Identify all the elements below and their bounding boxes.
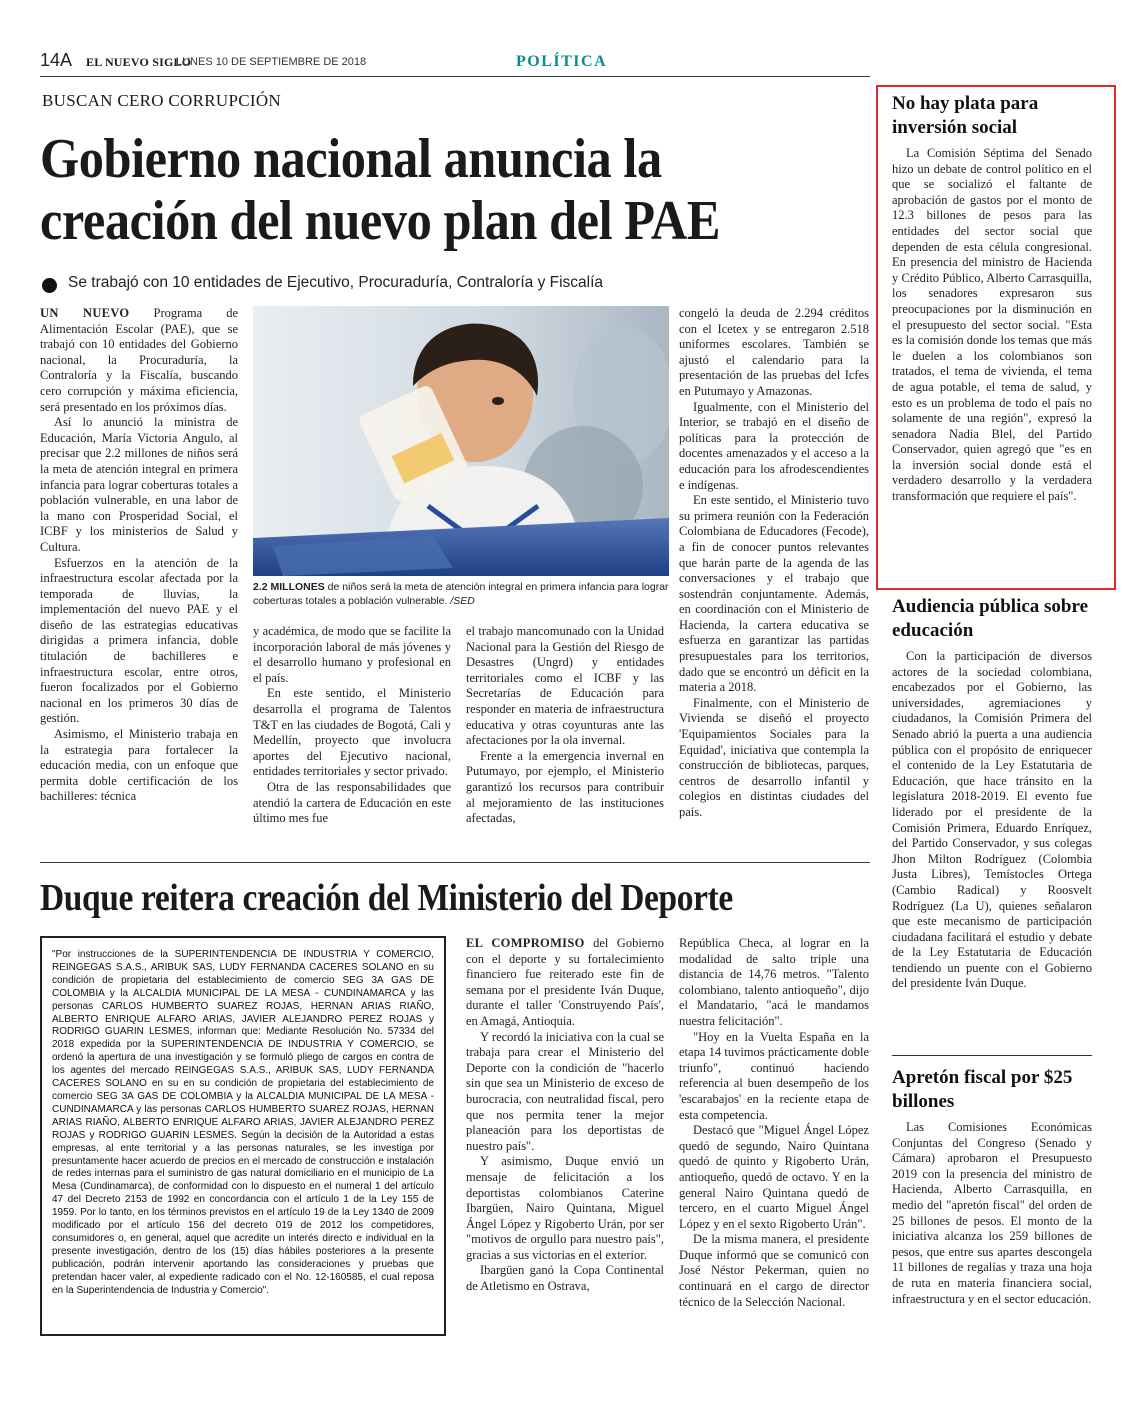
second-article-column-1: EL COMPROMISO del Gobierno con el deporte y su fortalecimiento financiero fue reiterado este fin de semana por el presidente Iván Duque, durante el taller 'Construyendo País', en Amagá, Antioquia. Y recordó la iniciativa con la cual se trabaja para crear el Ministerio del Deporte con la condición de "hacerlo sin que sea un Ministerio de exceso de burocracia, con neutralidad fiscal, pero que nos permita tener la mejor planeación para los deportistas de nuestro país". Y asimismo, Duque envió un mensaje de felicitación a los deportistas colombianos Caterine Ibargüen, Nairo Quintana, Miguel Ángel López y Rigoberto Urán, por ser "motivos de orgullo para nuestro país", gracias a sus victorias en el exterior. Ibargüen ganó la Copa Continental de Atletismo en Ostrava, [466,936,664,1294]
article-column-2: y académica, de modo que se facilite la incorporación laboral de más jóvenes y el desarrollo humano y profesional en el país. En este sentido, el Ministerio desarrolla el programa de Talentos T&T en las ciudades de Bogotá, Cali y Medellín, proyecto que involucra aportes del Ejecutivo nacional, entidades territoriales y sector privado. Otra de las responsabilidades que atendió la cartera de Educación en este último mes fue [253,624,451,826]
legal-notice-box [40,936,446,1336]
second-headline: Duque reitera creación del Ministerio del Deporte [40,877,733,919]
photo-caption: 2.2 MILLONES de niños será la meta de atención integral en primera infancia para lograr coberturas totales a población vulnerable. /SED [253,581,669,607]
article-kicker: BUSCAN CERO CORRUPCIÓN [42,91,281,110]
lead-in: UN NUEVO [40,306,130,320]
article-subheadline: Se trabajó con 10 entidades de Ejecutivo, Procuraduría, Contraloría y Fiscalía [68,274,604,291]
section-label: POLÍTICA [516,53,608,70]
section-rule [40,862,870,863]
publication-date: LUNES 10 DE SEPTIEMBRE DE 2018 [176,56,367,68]
publication-name: EL NUEVO SIGLO [86,55,192,69]
sidebar-story-1: No hay plata para inversión social La Comisión Séptima del Senado hizo un debate de control político en el que se socializó el faltante de aprobación de gastos por el monto de 12.3 billones de pesos para las entidades del sector social que dependen de esta célula congresional. En presencia del ministro de Hacienda y Crédito Público, Alberto Carrasquilla, los senadores expresaron sus preocupaciones por la disminución en el presupuesto del sector social. "Esta es la comisión donde los temas que más le duelen a los colombianos son tratados, el tema de vivienda, el tema de agua potable, el tema de salud, y esto es un problema de todo el país no solamente de una región", expresó la senadora Nadia Blel, del Partido Conservador, quien agregó que "es en la inversión social donde está el verdadero desarrollo y la verdadera transformación que requiere el país". [892,93,1092,504]
second-lead-in: EL COMPROMISO [466,936,585,950]
article-photo [253,306,669,576]
sidebar-title: No hay plata para inversión social [892,93,1039,138]
page-number: 14A [40,50,73,70]
legal-notice-text: "Por instrucciones de la SUPERINTENDENCIA DE INDUSTRIA Y COMERCIO, REINGEGAS S.A.S., ARIBUK SAS, LUDY FERNANDA CACERES SOLANO en su condición de propietaria del establecimiento de comercio SEG 3A GAS DE COLOMBIA y la ALCALDIA MUNICIPAL DE LA MESA - CUNDINAMARCA y las personas CARLOS HUMBERTO SUAREZ ROJAS, HERNAN ARIAS RIAÑO, ALBERTO ENRIQUE ALFARO ARIAS, JAVIER ALEJANDRO PEREZ ROJAS y RODRIGO GUARIN LESMES, informan que: Mediante Resolución No. 57334 del 2018 expedida por la SUPERINTENDENCIA DE INDUSTRIA Y COMERCIO, se ordenó la apertura de una investigación y se formuló pliego de cargos en contra de los agentes del mercado REINGEGAS S.A.S., ARIBUK SAS, LUDY FERNANDA CACERES SOLANO en su en su condición de propietaria del establecimiento de comercio SEG 3A GAS DE COLOMBIA y la ALCALDIA MUNICIPAL DE LA MESA - CUNDINAMARCA y las personas CARLOS HUMBERTO SUAREZ ROJAS, HERNAN ARIAS RIAÑO, ALBERTO ENRIQUE ALFARO ARIAS, JAVIER ALEJANDRO PEREZ ROJAS y RODRIGO GUARIN LESMES. Según la decisión de la Autoridad a estas empresas, al ente territorial y a las personas naturales, se les investiga por presuntamente hacer acuerdo de precios en el mercado de construcción e instalación de redes internas para el suministro de gas natural domiciliario en el municipio de La Mesa (Cundinamarca), de conformidad con lo dispuesto en el numeral 1 del artículo 47 del Decreto 2153 de 1992 en concordancia con el artículo 1 de la Ley 155 de 1959. Por lo tanto, en los términos previstos en el artículo 19 de la Ley 1340 de 2009 modificado por el artículo 156 del decreto 019 de 2012 los competidores, consumidores o, en general, aquel que acredite un interés directo e individual en la presente investigación, dentro de los (15) días hábiles posteriores a la presente publicación, podrán intervenir aportando las consideraciones y pruebas que pretendan hacer valer, al expediente radicado con el No. 12-160585, el cual reposa en la Superintendencia de Industria y Comercio". [52,949,434,1296]
article-headline: Gobierno nacional anuncia la creación del nuevo plan del PAE [40,128,721,252]
second-article-column-2: República Checa, al lograr en la modalidad de salto triple una distancia de 14,76 metros. "Talento colombiano, talento antioqueño", dijo el Mandatario, "acá le mandamos nuestra felicitación". "Hoy en la Vuelta España en la etapa 14 tuvimos prácticamente doble triunfo", continuó haciendo referencia al buen desempeño de los 'escarabajos' en la reciente etapa de esta competencia. Destacó que "Miguel Ángel López quedó de segundo, Nairo Quintana quedó de quinto y Rigoberto Urán, antioqueño, quedó de octavo. Y en la general Nairo Quintana quedó de tercero, en el cuarto Miguel Ángel López y en el sexto Rigoberto Urán". De la misma manera, el presidente Duque informó que se comunicó con José Néstor Pekerman, quien no continuará en el cargo de director técnico de la Selección Nacional. [679,936,869,1309]
article-column-4: congeló la deuda de 2.294 créditos con el Icetex y se entregaron 2.518 uniformes escolares. También se ajustó el calendario para la presentación de las pruebas del Icfes en Putumayo y Amazonas. Igualmente, con el Ministerio del Interior, se trabajó en el diseño de políticas para la protección de docentes amenazados y el acceso a la educación para los afrodescendientes e indígenas. En este sentido, el Ministerio tuvo su primera reunión con la Federación Colombiana de Educadores (Fecode), a fin de conocer puntos relevantes que harán parte de la agenda de las conversaciones y el trabajo que sostendrán conjuntamente. Además, en coordinación con el Ministerio de Hacienda, la cartera educativa se esfuerza en garantizar las partidas presupuestales para los territorios, dado que se encontró un déficit en la materia a 2018. Finalmente, con el Ministerio de Vivienda se diseñó el proyecto 'Equipamientos Sociales para la Equidad', iniciativa que contempla la construcción de bibliotecas, parques, centros de desarrollo infantil y colegios en distintas ciudades del país. [679,306,869,819]
sidebar-story-3: Apretón fiscal por $25 billones Las Comisiones Económicas Conjuntas del Congreso (Senado y Cámara) aprobaron el Presupuesto 2019 con la presencia del ministro de Hacienda, Alberto Carrasquilla, en medio del "apretón fiscal" del orden de 25 billones de pesos. El monto de la iniciativa alcanza los 259 billones de pesos, que entre sus apartes descongela 11 billones de regalías y traza una hoja de ruta en materia financiera social, infraestructura y en el sector educación. [892,1067,1092,1306]
article-column-1: UN NUEVO Programa de Alimentación Escolar (PAE), que se trabajó con 10 entidades del Gobierno nacional, la Procuraduría, la Contraloría y la Fiscalía, buscando cero corrupción y máxima eficiencia, será presentado en los próximos días. Así lo anunció la ministra de Educación, María Victoria Angulo, al precisar que 2.2 millones de niños será la meta de atención integral en primera infancia para lograr coberturas totales a población vulnerable, en una labor de la mano con Prosperidad Social, el ICBF y los ministerios de Salud y Cultura. Esfuerzos en la atención de la infraestructura escolar afectada por la temporada de lluvias, la implementación del nuevo PAE y el diseño de las estrategias educativas dirigidas a primera infancia, doble titulación de bachilleres e infraestructura escolar, entre otros, fueron focalizados por el Gobierno nacional en los primeros 30 días de gestión. Asimismo, el Ministerio trabaja en la estrategia para fortalecer la educación media, con un enfoque que permita doble certificación de los bachilleres: técnica [40,306,238,804]
header-rule [40,76,870,77]
bullet-icon [42,278,57,293]
article-column-3: el trabajo mancomunado con la Unidad Nacional para la Gestión del Riesgo de Desastres (Ungrd) y entidades territoriales como el ICBF y las Secretarías de Educación para responder en materia de infraestructura educativa y otras coyunturas ante las afectaciones por la ola invernal. Frente a la emergencia invernal en Putumayo, por ejemplo, el Ministerio garantizó los recursos para contribuir al mejoramiento de las instituciones afectadas, [466,624,664,826]
sidebar-rule [892,1055,1092,1056]
sidebar-story-2: Audiencia pública sobre educación Con la participación de diversos actores de la sociedad colombiana, encabezados por el Gobierno, las universidades, agremiaciones y ciudadanos, la Comisión Primera del Senado abrió la puerta a una audiencia pública con el propósito de enriquecer el contenido de la Ley Estatutaria de Educación, que hace tránsito en la legislatura 2018-2019. El evento fue liderado por el presidente de la Comisión Primera, Eduardo Enríquez, del Partido Conservador, y sus colegas Jhon Milton Rodríguez (Colombia Justa Libres), Temístocles Ortega (Cambio Radical) y Roosvelt Rodríguez (La U), quienes señalaron que este mecanismo de participación ciudadana facilitará el estudio y debate de la Ley Estatutaria de Educación tendiendo un puente con el Gobierno del presidente Iván Duque. [892,596,1092,991]
sidebar-title: Apretón fiscal por $25 billones [892,1067,1073,1112]
sidebar-title: Audiencia pública sobre educación [892,596,1089,641]
